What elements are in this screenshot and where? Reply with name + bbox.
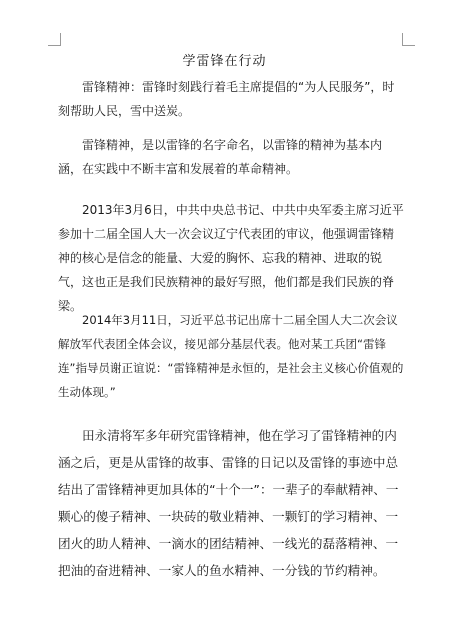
margin-corner-top-right [402,33,415,46]
paragraph-3: 2013年3月6日，中共中央总书记、中共中央军委主席习近平参加十二届全国人大一次会议辽宁代表团的审议，他强调雷锋精神的核心是信念的能量、大爱的胸怀、忘我的精神、进取的锐气，这也正是我们民族精神的最好写照，他们都是我们民族的脊梁。 [58,203,404,313]
paragraph-4: 2014年3月11日，习近平总书记出席十二届全国人大二次会议解放军代表团全体会议，接见部分基层代表。他对某工兵团“雷锋连”指导员谢正谊说：“雷锋精神是永恒的，是社会主义核心价值观的生动体现。” [58,313,404,399]
paragraph-2: 雷锋精神，是以雷锋的名字命名，以雷锋的精神为基本内涵，在实践中不断丰富和发展着的革命精神。 [58,138,383,176]
paragraph-5: 田永清将军多年研究雷锋精神，他在学习了雷锋精神的内涵之后，更是从雷锋的故事、雷锋的日记以及雷锋的事迹中总结出了雷锋精神更加具体的“十个一”：一辈子的奉献精神、一颗心的傻子精神、一块砖的敬业精神、一颗钉的学习精神、一团火的助人精神、一滴水的团结精神、一线光的磊落精神、一把油的奋进精神、一家人的鱼水精神、一分钱的节约精神。 [58,428,399,578]
document-title: 学雷锋在行动 [182,54,267,69]
paragraph-1: 雷锋精神：雷锋时刻践行着毛主席提倡的“为人民服务”，时刻帮助人民，雪中送炭。 [58,80,395,118]
margin-corner-top-left [48,33,61,46]
